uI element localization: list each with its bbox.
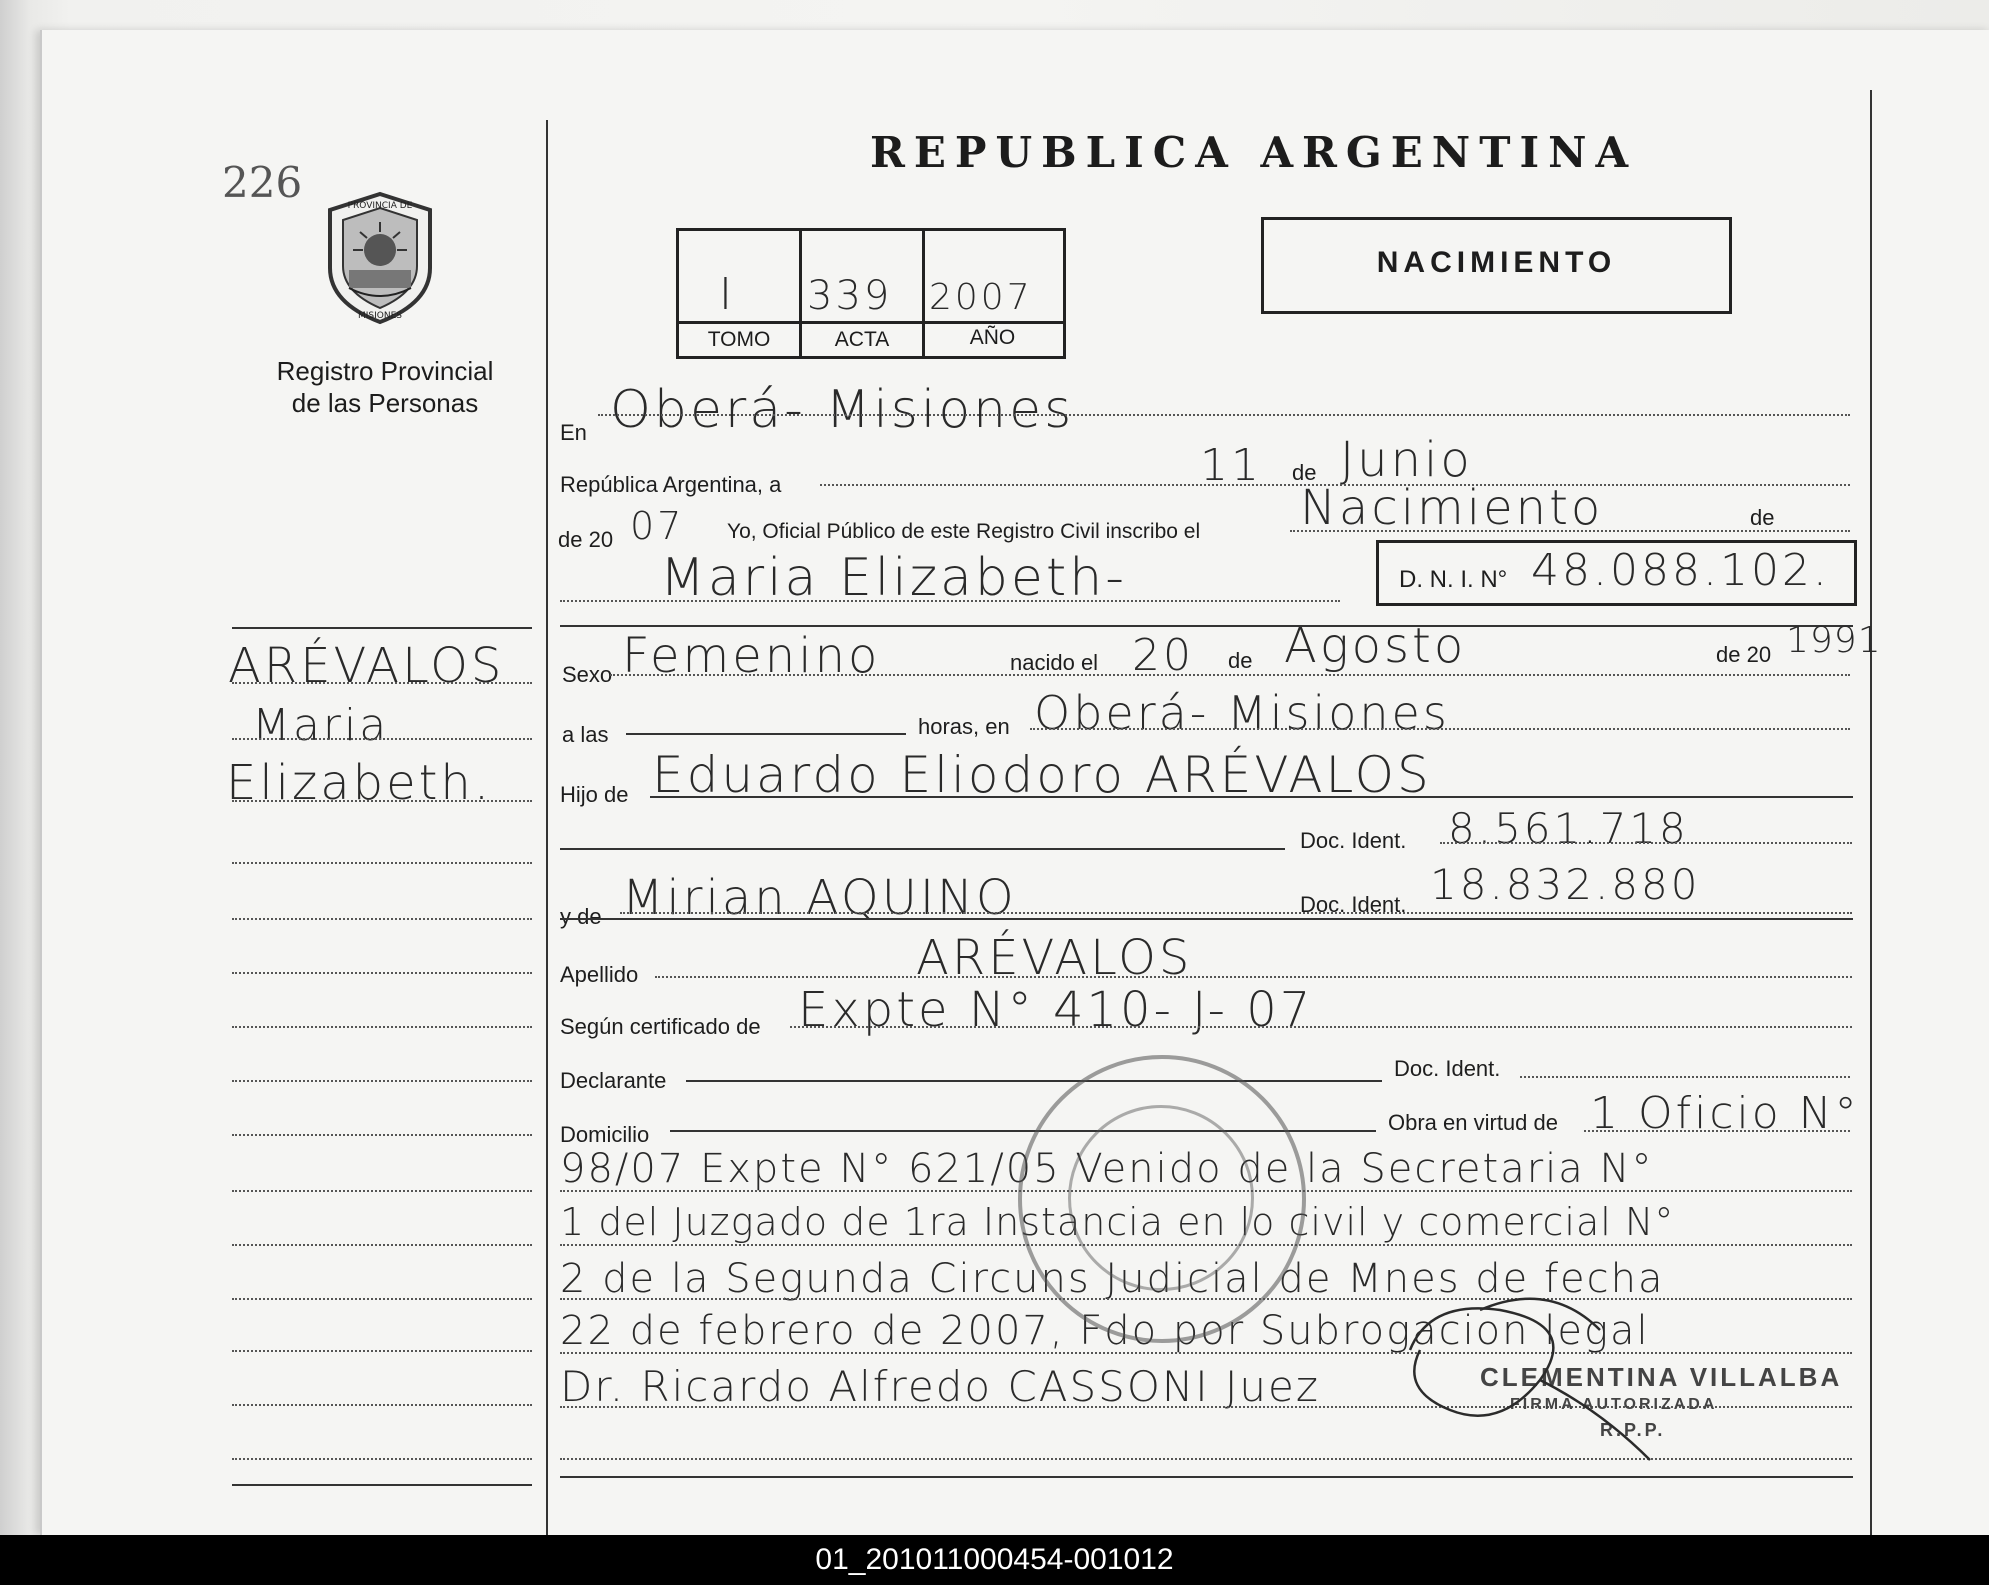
republica-label: República Argentina, a (560, 472, 782, 497)
surname-value: ARÉVALOS (916, 930, 1193, 986)
birth-year-value: 1991 (1786, 620, 1882, 661)
signature-scribble (1390, 1290, 1710, 1480)
right-border (1870, 90, 1872, 1535)
act-value: Nacimiento (1300, 480, 1604, 536)
official-seal-inner (1068, 1105, 1254, 1291)
logo-top-text: PROVINCIA DE (347, 201, 413, 211)
oficial-label: Yo, Oficial Público de este Registro Civil inscribo el (727, 520, 1201, 543)
signatory-title: FIRMA AUTORIZADA (1510, 1396, 1718, 1413)
nacido-label: nacido el (1010, 650, 1099, 675)
de20-label-2: de 20 (1716, 642, 1772, 667)
act-type-label: NACIMIENTO (1376, 246, 1617, 279)
registry-line-2: de las Personas (291, 388, 479, 418)
obra-label: Obra en virtud de (1388, 1110, 1558, 1135)
logo-bottom-text: MISIONES (357, 311, 403, 321)
segun-label: Según certificado de (560, 1014, 761, 1039)
de-label-3: de (1228, 648, 1253, 673)
doc-ident-label-2: Doc. Ident. (1300, 892, 1407, 917)
margin-second-name: Elizabeth. (226, 755, 493, 811)
signatory-name: CLEMENTINA VILLALBA (1480, 1362, 1843, 1392)
alas-label: a las (562, 722, 609, 747)
signatory-office: R.P.P. (1600, 1420, 1666, 1440)
registry-line-1: Registro Provincial (276, 356, 494, 386)
en-label: En (560, 420, 587, 445)
anio-value: 2007 (929, 277, 1033, 318)
dni-label: D. N. I. N° (1399, 566, 1508, 593)
tomo-label: TOMO (707, 328, 771, 351)
registered-name-value: Maria Elizabeth- (660, 548, 1127, 608)
note-line: 98/07 Expte N° 621/05 Venido de la Secretaria N° (560, 1146, 1654, 1192)
mother-name-value: Mirian AQUINO (622, 870, 1017, 926)
margin-surname: ARÉVALOS (228, 638, 505, 694)
note-line: Dr. Ricardo Alfredo CASSONI Juez (560, 1362, 1320, 1411)
de20-label: de 20 (558, 527, 614, 552)
note-line: 2 de la Segunda Circuns Judicial de Mnes de fecha (560, 1256, 1665, 1302)
tomo-value: I (719, 269, 735, 320)
declarante-label: Declarante (560, 1068, 667, 1093)
horas-label: horas, en (918, 714, 1010, 739)
note-line: 1 del Juzgado de 1ra Instancia en lo civil y comercial N° (560, 1200, 1675, 1244)
anio-label: AÑO (969, 326, 1016, 349)
doc-ident-label: Doc. Ident. (1300, 828, 1407, 853)
registry-name (250, 355, 520, 419)
dni-box (1376, 540, 1857, 606)
certificate-value: Expte N° 410- J- 07 (798, 982, 1314, 1038)
column-divider (546, 120, 548, 1535)
place-value: Oberá- Misiones (610, 380, 1075, 440)
acta-value: 339 (807, 273, 893, 319)
margin-first-name: Maria (252, 700, 390, 751)
dni-value: 48.088.102. (1531, 545, 1830, 596)
de-label: de (1292, 460, 1317, 485)
sexo-label: Sexo (562, 662, 613, 687)
birth-month-value: Agosto (1284, 618, 1467, 674)
year-suffix-value: 07 (630, 504, 685, 548)
month-value: Junio (1340, 432, 1473, 488)
hijo-label: Hijo de (560, 782, 629, 807)
provincial-coat-of-arms-icon (315, 188, 445, 328)
domicilio-label: Domicilio (560, 1122, 650, 1147)
birth-place-value: Oberá- Misiones (1034, 686, 1450, 740)
acta-label: ACTA (834, 328, 890, 351)
father-name-value: Eduardo Eliodoro ARÉVALOS (652, 746, 1432, 804)
de-label-2: de (1750, 505, 1775, 530)
note-line: 22 de febrero de 2007, Fdo por Subrogacion legal (560, 1308, 1650, 1354)
act-type-box (1261, 217, 1732, 314)
doc-ident-label-3: Doc. Ident. (1394, 1056, 1501, 1081)
day-value: 11 (1200, 440, 1262, 491)
yde-label: y de (560, 904, 602, 929)
record-number-box (676, 228, 1066, 359)
birth-day-value: 20 (1132, 630, 1194, 681)
apellido-label: Apellido (560, 962, 639, 987)
obra-value: 1 Oficio N° (1590, 1088, 1860, 1139)
image-caption: 01_201011000454-001012 (0, 1535, 1989, 1585)
mother-doc-value: 18.832.880 (1430, 860, 1701, 909)
folio-number: 226 (222, 158, 303, 207)
country-title: REPUBLICA ARGENTINA (870, 128, 1638, 177)
father-doc-value: 8.561.718 (1448, 804, 1689, 853)
sex-value: Femenino (622, 628, 881, 684)
